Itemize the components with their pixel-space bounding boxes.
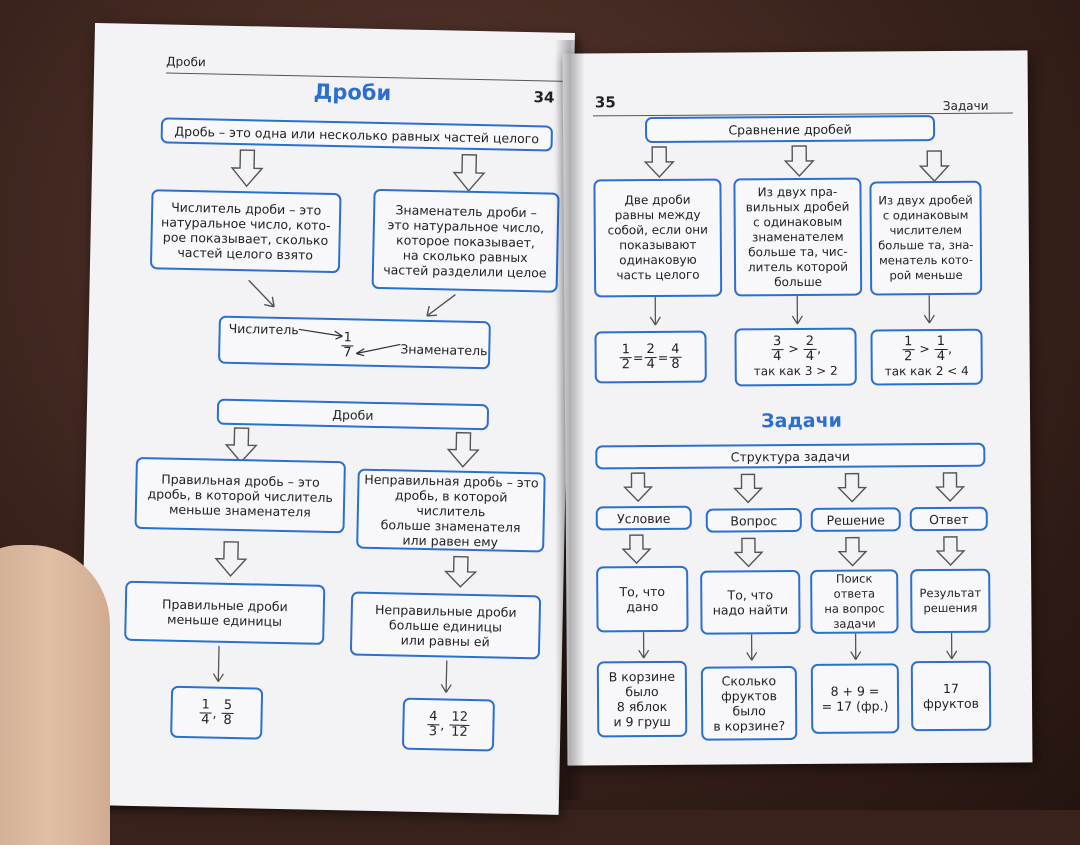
improper-greater-than-one-box: Неправильные дроби больше единицы или равны ей [350, 591, 541, 659]
down-line-arrow-icon [922, 295, 936, 327]
down-arrow-icon [733, 472, 763, 504]
down-arrow-icon [734, 536, 764, 568]
reason-text: так как 2 < 4 [884, 363, 969, 379]
greater-sign: > [788, 340, 799, 357]
page-title: Дроби [313, 79, 392, 106]
page-number-left: 34 [533, 88, 555, 107]
fraction-numerator: 2 [644, 342, 656, 357]
right-page [563, 50, 1033, 765]
separator: , [817, 340, 822, 356]
greater-sign: > [919, 341, 930, 357]
running-head-right: Задачи [942, 98, 989, 113]
equal-fractions-example [594, 331, 706, 384]
fraction-numerator: 5 [222, 698, 235, 713]
down-arrow-icon [230, 148, 265, 189]
fraction-denominator: 12 [450, 724, 468, 740]
denominator-definition-box: Знаменатель дроби – это натуральное число, которое показывает, на сколько равных частей разделили целое [372, 189, 560, 293]
down-arrow-icon [213, 540, 248, 579]
fraction-denominator: 4 [936, 348, 946, 365]
equal-sign: = [632, 349, 644, 365]
condition-example: В корзине было 8 яблок и 9 груш [597, 661, 688, 738]
compare-header-box: Сравнение дробей [645, 115, 935, 143]
solution-example: 8 + 9 = = 17 (фр.) [811, 663, 899, 734]
running-head-left: Дроби [166, 54, 206, 70]
down-line-arrow-icon [211, 646, 226, 686]
down-arrow-icon [935, 471, 965, 503]
down-arrow-icon [837, 472, 867, 504]
page-number-right: 35 [594, 93, 616, 112]
fraction-denominator: 8 [671, 356, 680, 372]
separator: , [440, 716, 445, 732]
numerator-label: Числитель [228, 320, 299, 338]
fraction-numerator: 3 [771, 335, 783, 350]
compare-rule-equal: Две дроби равны между собой, если они показывают одинаковую часть целого [593, 179, 722, 298]
book-gutter-shadow [555, 40, 585, 800]
down-line-arrow-icon [637, 632, 651, 662]
fraction-numerator: 1 [620, 343, 632, 358]
answer-example: 17 фруктов [911, 661, 991, 732]
reason-text: так как 3 > 2 [753, 363, 838, 379]
down-line-arrow-icon [745, 634, 759, 664]
down-arrow-icon [622, 533, 652, 565]
equal-sign: = [657, 349, 669, 365]
question-example: Сколько фруктов было в корзине? [701, 666, 798, 741]
fraction-denominator: 2 [904, 349, 913, 365]
condition-meaning: То, что дано [596, 566, 688, 633]
fraction-numerator: 2 [804, 335, 816, 350]
part-condition: Условие [596, 506, 692, 531]
proper-fraction-definition-box: Правильная дробь – это дробь, в которой числитель меньше знаменателя [134, 457, 345, 533]
example-numerator: 1 [341, 331, 354, 346]
fraction-denominator: 4 [805, 348, 815, 364]
pointer-arrow-icon [352, 340, 402, 357]
part-answer: Ответ [910, 507, 988, 532]
compare-rule-same-numerator: Из двух дробей с одинаковым числителем больше та, зна- менатель кото- рой меньше [869, 181, 982, 296]
down-arrow-icon [783, 144, 815, 178]
down-arrow-icon [838, 536, 868, 568]
fraction-denominator: 4 [773, 349, 782, 365]
fraction-numerator: 1 [935, 335, 947, 350]
down-line-arrow-icon [849, 634, 863, 664]
down-arrow-icon [643, 145, 675, 179]
down-arrow-icon [918, 149, 950, 183]
solution-meaning: Поиск ответа на вопрос задачи [810, 569, 898, 634]
fraction-numerator: 1 [902, 335, 914, 350]
part-solution: Решение [811, 507, 901, 532]
down-line-arrow-icon [790, 296, 804, 328]
fraction-denominator: 2 [621, 356, 631, 372]
down-line-arrow-icon [648, 297, 662, 329]
answer-meaning: Результат решения [910, 569, 990, 634]
down-arrow-icon [452, 152, 487, 193]
fraction-numerator: 1 [199, 698, 212, 713]
down-arrow-icon [936, 535, 966, 567]
fractions-header-box: Дроби [217, 399, 489, 431]
compare-rule-same-denominator: Из двух пра- вильных дробей с одинаковым знаменателем больше та, чис- литель которой больше [733, 178, 862, 297]
down-arrow-icon [443, 554, 478, 589]
left-page [79, 23, 575, 815]
down-line-arrow-icon [439, 660, 454, 696]
proper-examples-box [170, 686, 263, 740]
denominator-label: Знаменатель [400, 341, 488, 359]
hand-holding-book [0, 545, 110, 845]
greater-same-denominator-example [734, 328, 856, 387]
fraction-example-box [218, 316, 491, 370]
task-structure-header-box: Структура задачи [595, 443, 985, 470]
diagonal-arrow-icon [419, 292, 460, 323]
fraction-numerator: 4 [669, 342, 681, 357]
fraction-denominator: 8 [223, 712, 232, 728]
fraction-denominator: 4 [201, 711, 210, 728]
definition-box: Дробь – это одна или несколько равных частей целого [161, 117, 553, 151]
down-line-arrow-icon [945, 633, 959, 663]
part-question: Вопрос [706, 508, 802, 533]
fraction-numerator: 4 [427, 710, 440, 725]
question-meaning: То, что надо найти [700, 570, 800, 635]
tasks-title: Задачи [761, 409, 843, 433]
example-denominator: 7 [343, 345, 352, 361]
fraction-denominator: 4 [646, 356, 655, 372]
down-arrow-icon [446, 430, 481, 469]
proper-less-than-one-box: Правильные дроби меньше единицы [124, 581, 325, 645]
diagonal-arrow-icon [244, 276, 285, 317]
fraction-denominator: 3 [428, 723, 438, 739]
greater-same-numerator-example [870, 329, 982, 386]
separator: , [948, 340, 953, 356]
numerator-definition-box: Числитель дроби – это натуральное число, кото- рое показывает, сколько частей целого взято [150, 189, 342, 273]
fraction-numerator: 12 [449, 710, 470, 725]
pointer-arrow-icon [298, 325, 346, 340]
improper-examples-box [402, 698, 495, 752]
improper-fraction-definition-box: Неправильная дробь – это дробь, в которой числитель больше знаменателя или равен ему [356, 469, 546, 553]
down-arrow-icon [623, 471, 653, 503]
separator: , [212, 705, 217, 721]
